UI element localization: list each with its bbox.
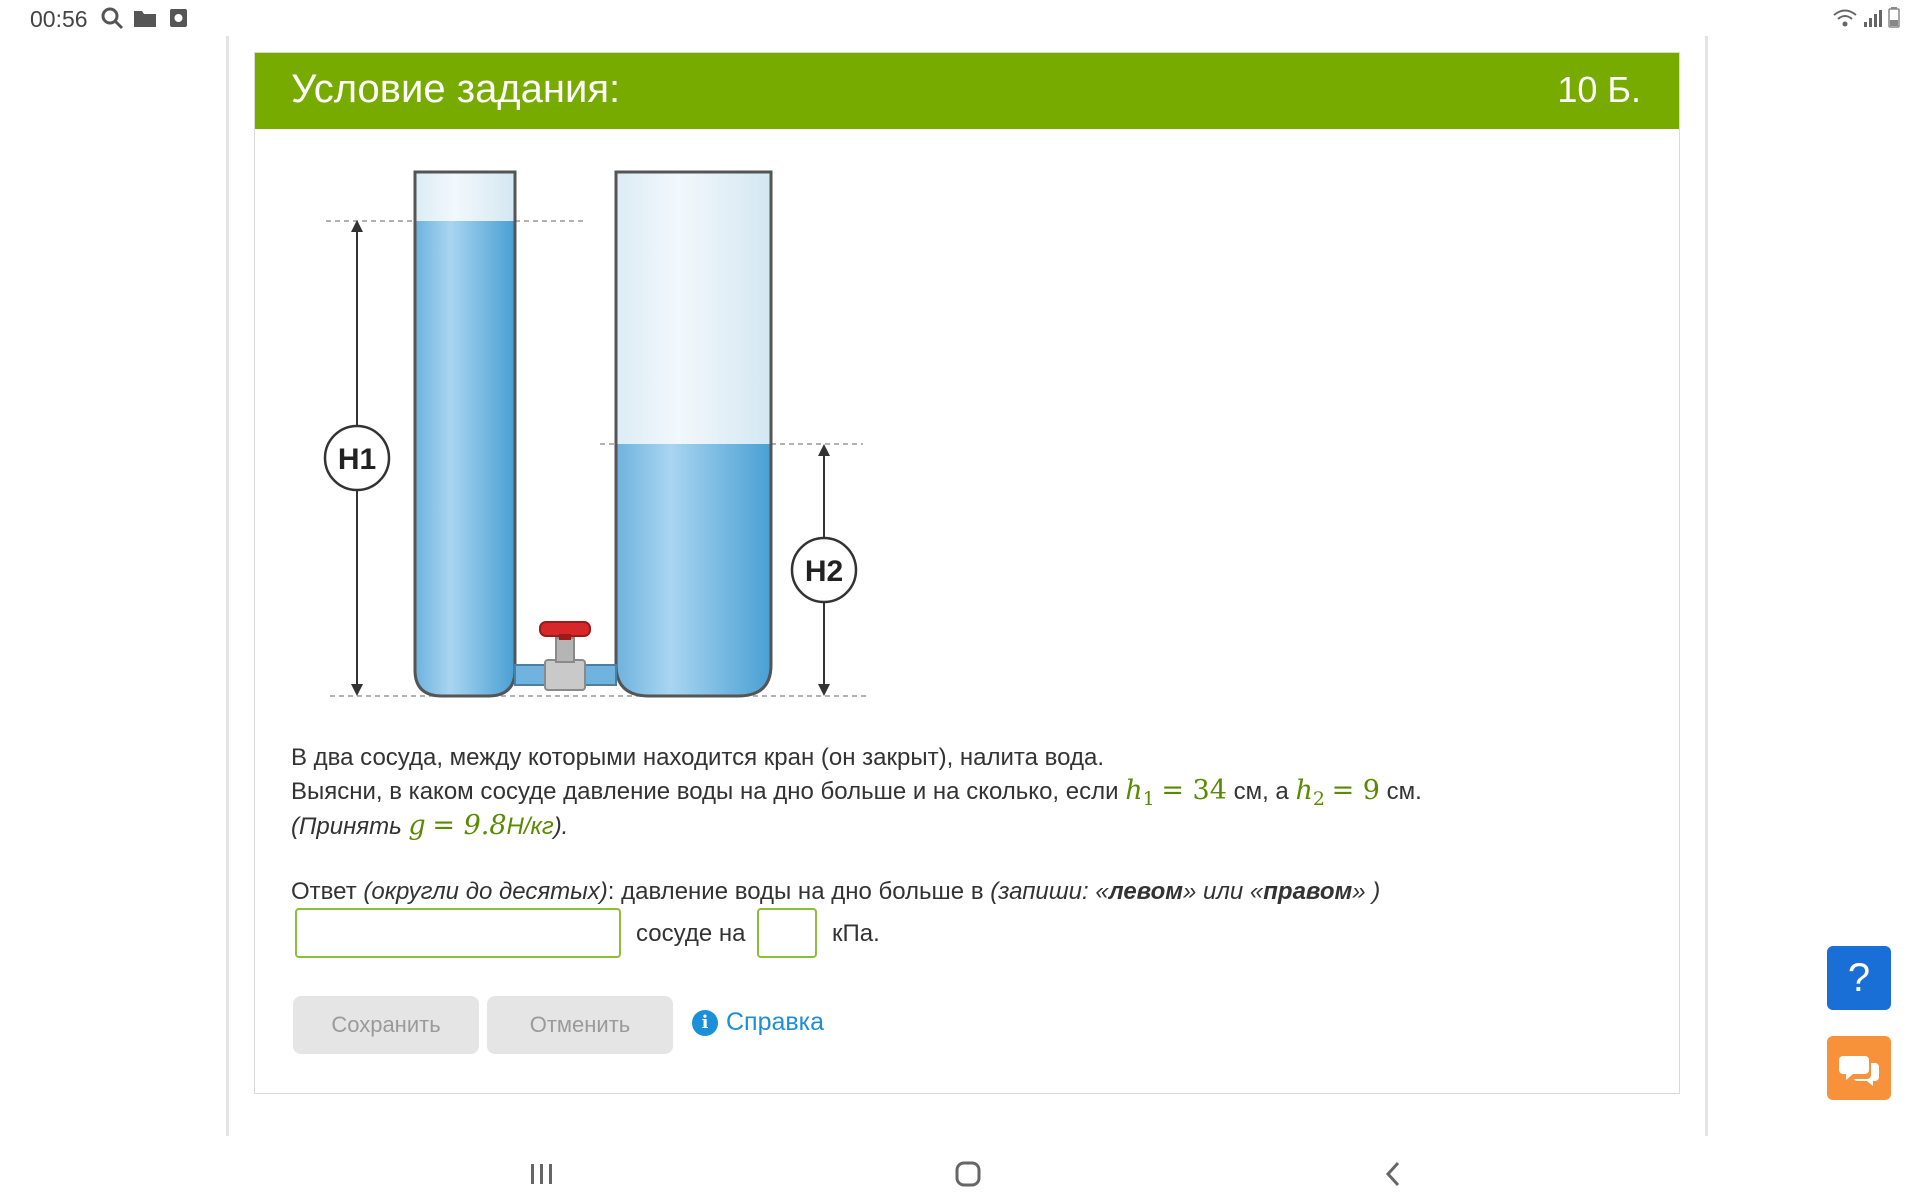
h1-value: = 34: [1161, 775, 1227, 806]
cancel-button[interactable]: Отменить: [487, 996, 673, 1054]
h2-var: h: [1295, 775, 1313, 806]
info-icon: i: [692, 1010, 718, 1036]
task-header: [255, 53, 1679, 129]
recorder-icon: [168, 6, 190, 30]
vessels-diagram: [308, 160, 888, 710]
g-value: = 9.8: [432, 810, 507, 841]
answer-line: [291, 878, 1380, 906]
task-title: Условие задания:: [291, 67, 621, 111]
back-icon[interactable]: [1384, 1160, 1404, 1188]
valve-icon: [515, 622, 616, 690]
h1-dimension: [325, 220, 389, 696]
g-unit: Н/кг: [506, 813, 554, 840]
recent-apps-icon[interactable]: [529, 1162, 555, 1186]
h1-var: h: [1125, 775, 1143, 806]
answer-option-left: левом: [1108, 878, 1183, 905]
h2-dimension: [792, 444, 856, 696]
answer-hint-close: » ): [1352, 878, 1381, 905]
h2-sub: 2: [1312, 787, 1325, 810]
signal-icon: [1862, 6, 1884, 30]
problem-line-1: [291, 744, 1104, 772]
answer-round-hint: (округли до десятых): [363, 878, 608, 905]
problem-line-2-suffix: см.: [1379, 778, 1422, 805]
help-fab-button[interactable]: [1827, 946, 1891, 1010]
battery-icon: [1888, 6, 1902, 30]
problem-line-3-suffix: ).: [553, 813, 569, 840]
task-points: 10 Б.: [1557, 69, 1641, 110]
answer-hint-or: » или «: [1183, 878, 1264, 905]
system-nav-bar: [0, 1136, 1920, 1200]
pressure-answer-input[interactable]: [757, 908, 817, 958]
g-var: g: [408, 810, 426, 841]
problem-line-3-prefix: (Принять: [291, 813, 409, 840]
answer-option-right: правом: [1263, 878, 1353, 905]
home-icon[interactable]: [954, 1160, 982, 1188]
h2-value: = 9: [1331, 775, 1380, 806]
status-bar: [0, 0, 1920, 36]
unit-label: кПа.: [832, 920, 880, 947]
wifi-icon: [1832, 6, 1858, 30]
problem-line-2: [291, 775, 1422, 810]
problem-mid: см, а: [1226, 778, 1296, 805]
problem-line-3: [291, 810, 568, 841]
problem-line-2-prefix: Выясни, в каком сосуде давление воды на дно больше и на сколько, если: [291, 778, 1126, 805]
question-icon: ?: [1847, 956, 1871, 1000]
problem-line-1-text: В два сосуда, между которыми находится кран (он закрыт), налита вода.: [291, 744, 1104, 771]
right-vessel: [616, 172, 771, 696]
answer-prefix: Ответ: [291, 878, 364, 905]
help-link-label: Справка: [726, 1008, 825, 1036]
search-icon: [100, 6, 124, 30]
vessel-answer-input[interactable]: [295, 908, 621, 958]
h2-label: H2: [804, 555, 844, 588]
left-vessel: [415, 172, 515, 696]
answer-mid-text: : давление воды на дно больше в: [607, 878, 991, 905]
h1-sub: 1: [1142, 787, 1155, 810]
vessel-label: сосуде на: [636, 920, 746, 947]
h1-label: H1: [337, 443, 377, 476]
status-time: 00:56: [30, 6, 88, 32]
chat-icon: [1827, 1036, 1891, 1100]
answer-hint-open: (запиши: «: [990, 878, 1109, 905]
help-link[interactable]: [692, 1008, 824, 1037]
folder-icon: [133, 6, 157, 30]
save-button[interactable]: Сохранить: [293, 996, 479, 1054]
chat-fab-button[interactable]: [1827, 1036, 1891, 1100]
